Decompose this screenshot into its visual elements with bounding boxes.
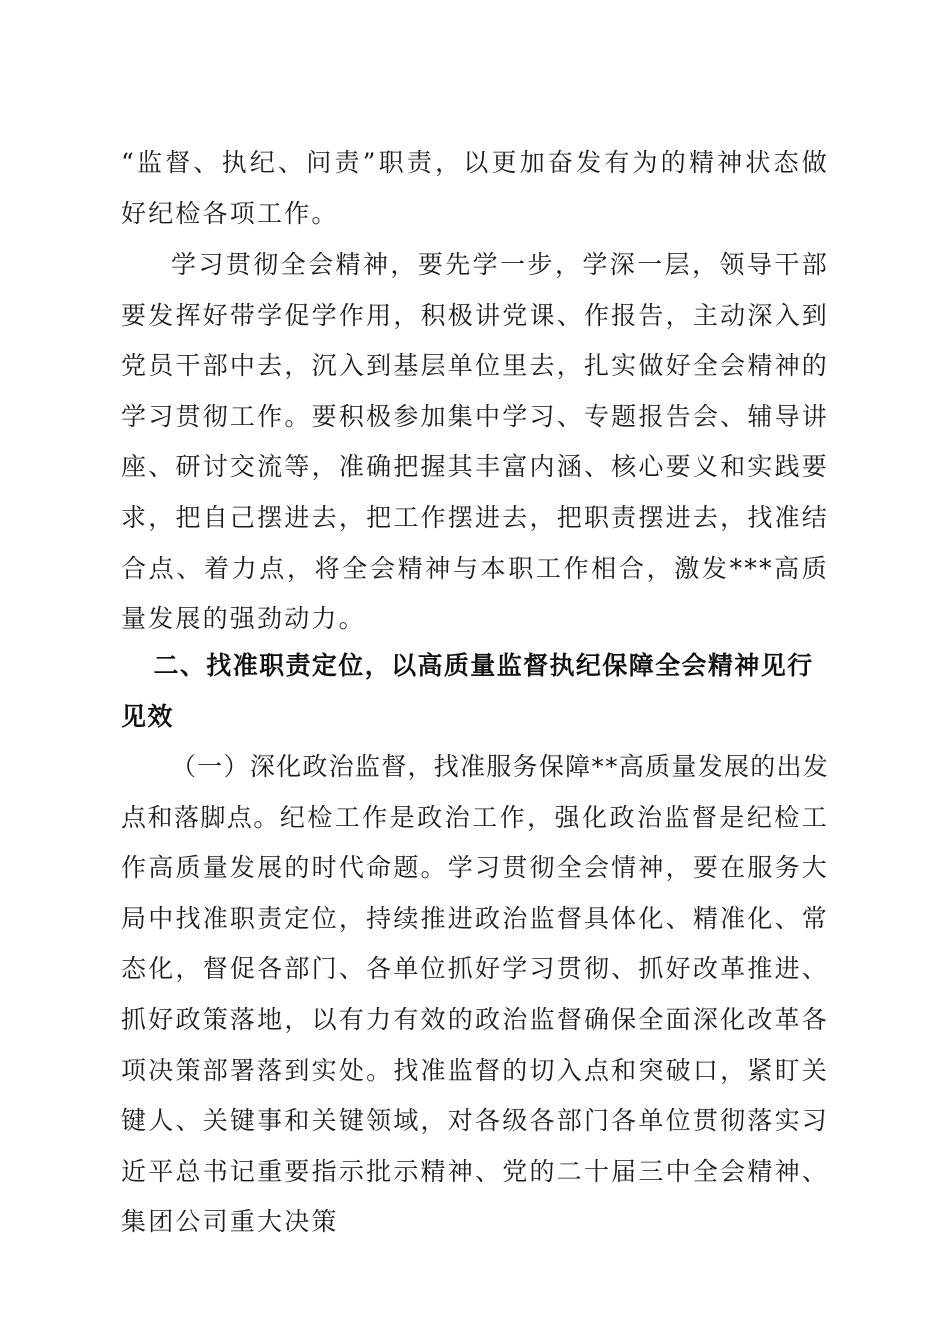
paragraph-study-spirit: 学习贯彻全会精神，要先学一步，学深一层，领导干部要发挥好带学促学作用，积极讲党课、作报告，主动深入到党员干部中去，沉入到基层单位里去，扎实做好全会精神的学习贯彻工作。要积极参加集中学习、专题报告会、辅导讲座、研讨交流等，准确把握其丰富内涵、核心要义和实践要求，把自己摆进去，把工作摆进去，把职责摆进去，找准结合点、着力点，将全会精神与本职工作相合，激发***高质量发展的强劲动力。 <box>121 250 829 634</box>
section-heading-2: 二、找准职责定位，以高质量监督执纪保障全会精神见行见效 <box>121 651 814 731</box>
subsection-heading-1: （一）深化政治监督，找准服务保障**高质量发展的出发点和落脚点。 <box>121 752 829 832</box>
paragraph-political-supervision <box>121 742 829 1248</box>
paragraph-continuation: “监督、执纪、问责”职责，以更加奋发有为的精神状态做好纪检各项工作。 <box>121 148 829 228</box>
subsection-body-1: 纪检工作是政治工作，强化政治监督是纪检工作高质量发展的时代命题。学习贯彻全会情神，要在服务大局中找准职责定位，持续推进政治监督具体化、精准化、常态化，督促各部门、各单位抓好学习贯彻、抓好改革推进、抓好政策落地，以有力有效的政治监督确保全面深化改革各项决策部署落到实处。找准监督的切入点和突破口，紧盯关键人、关键事和关键领域，对各级各部门各单位贯彻落实习近平总书记重要指示批示精神、党的二十届三中全会精神、集团公司重大决策 <box>121 802 829 1237</box>
